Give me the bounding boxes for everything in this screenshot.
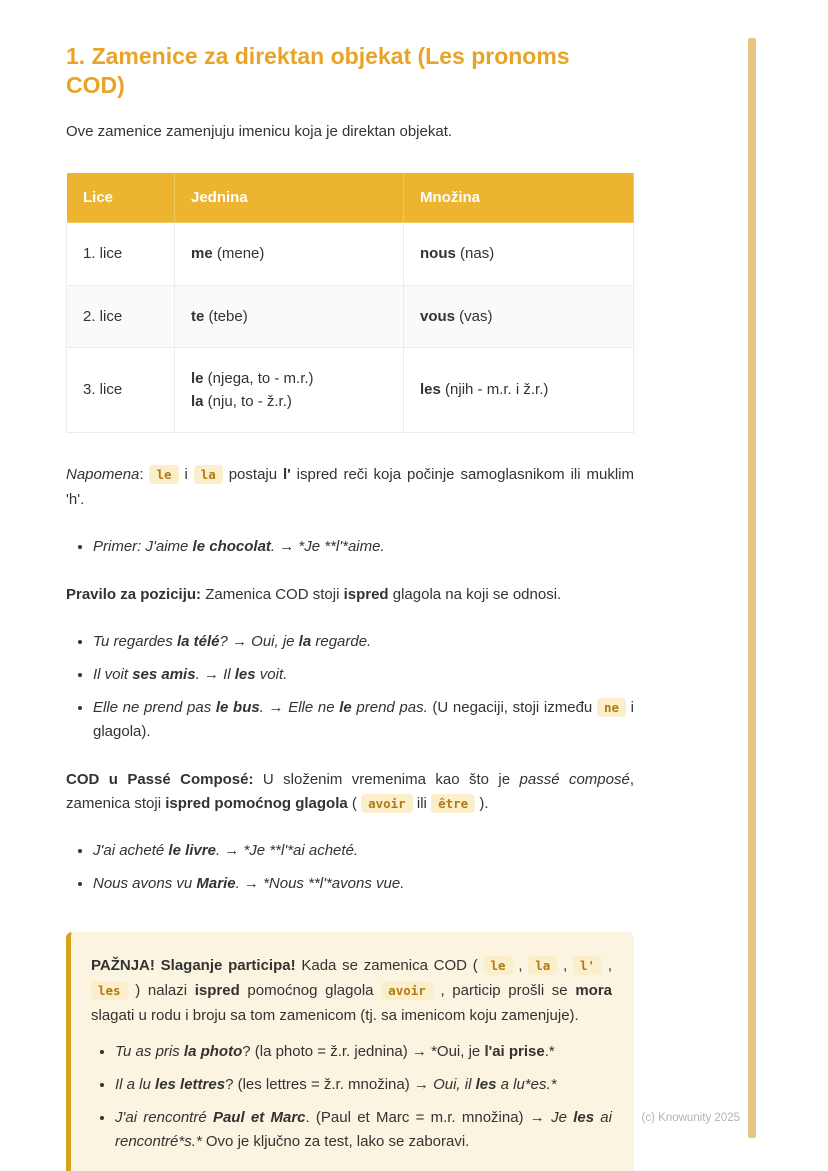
header-mnozina: Množina xyxy=(404,173,634,223)
list-item: • Tu as pris la photo? (la photo = ž.r. jednina) → *Oui, je l'ai prise.* xyxy=(115,1040,612,1064)
list-item: • Primer: J'aime le chocolat. → *Je **l'*aime. xyxy=(93,535,634,559)
table-cell: le (njega, to - m.r.) la (nju, to - ž.r.) xyxy=(175,347,404,433)
table-header-row xyxy=(67,173,634,223)
table-cell: nous (nas) xyxy=(404,223,634,285)
callout-example-list xyxy=(91,1040,612,1154)
list-item: • Il a lu les lettres? (les lettres = ž.r. množina) → Oui, il les a lu*es.* xyxy=(115,1073,612,1097)
table-body xyxy=(67,223,634,433)
table-row-third-person xyxy=(67,347,634,433)
position-example-list xyxy=(66,630,634,744)
note-paragraph: Napomena: le i la postaju l' ispred reči koja počinje samoglasnikom ili muklim 'h'. xyxy=(66,466,634,508)
list-item: • Tu regardes la télé? → Oui, je la regarde. xyxy=(93,630,634,654)
table-cell: 2. lice xyxy=(67,285,175,347)
list-item: • Il voit ses amis. → Il les voit. xyxy=(93,663,634,687)
list-item: • Nous avons vu Marie. → *Nous **l'*avons vue. xyxy=(93,872,634,896)
passe-compose-paragraph: COD u Passé Composé: U složenim vremenima kao što je passé composé, zamenica stoji ispred pomoćnog glagola ( avoir ili être ). xyxy=(66,770,635,813)
table-cell: vous (vas) xyxy=(404,285,634,347)
position-rule-paragraph: Pravilo za poziciju: Zamenica COD stoji ispred glagola na koji se odnosi. xyxy=(66,585,562,603)
table-row-second-person xyxy=(67,285,634,347)
page-edge-ribbon xyxy=(748,38,756,1138)
table-cell: les (njih - m.r. i ž.r.) xyxy=(404,347,634,433)
table-cell: 3. lice xyxy=(67,347,175,433)
copyright-note: (c) Knowunity 2025 xyxy=(641,1112,740,1124)
section-title: 1. Zamenice za direktan objekat (Les pronoms COD) xyxy=(66,43,570,98)
lesson-content xyxy=(66,42,634,1171)
intro-paragraph: Ove zamenice zamenjuju imenicu koja je direktan objekat. xyxy=(66,122,453,140)
table-cell: te (tebe) xyxy=(175,285,404,347)
passe-compose-example-list xyxy=(66,839,634,896)
table-cell: me (mene) xyxy=(175,223,404,285)
table-head xyxy=(67,173,634,223)
list-item: • J'ai acheté le livre. → *Je **l'*ai acheté. xyxy=(93,839,634,863)
header-jednina: Jednina xyxy=(175,173,404,223)
pronoun-table xyxy=(66,172,634,433)
header-lice: Lice xyxy=(67,173,175,223)
callout-intro: PAŽNJA! Slaganje participa! Kada se zamenica COD ( le , la , l' , les ) nalazi ispred pomoćnog glagola avoir , particip prošli se mora slagati u rodu i broju sa tom zamenicom (tj. sa imenicom koju zamenjuje). xyxy=(91,957,612,1024)
warning-callout xyxy=(66,932,634,1171)
table-cell: 1. lice xyxy=(67,223,175,285)
table-row-first-person xyxy=(67,223,634,285)
list-item: • Elle ne prend pas le bus. → Elle ne le prend pas. (U negaciji, stoji između ne i glagola). xyxy=(93,696,634,744)
note-example-list xyxy=(66,535,634,559)
list-item: • J'ai rencontré Paul et Marc. (Paul et Marc = m.r. množina) → Je les ai rencontré*s.* Ovo je ključno za test, lako se zaboravi. xyxy=(115,1106,612,1154)
